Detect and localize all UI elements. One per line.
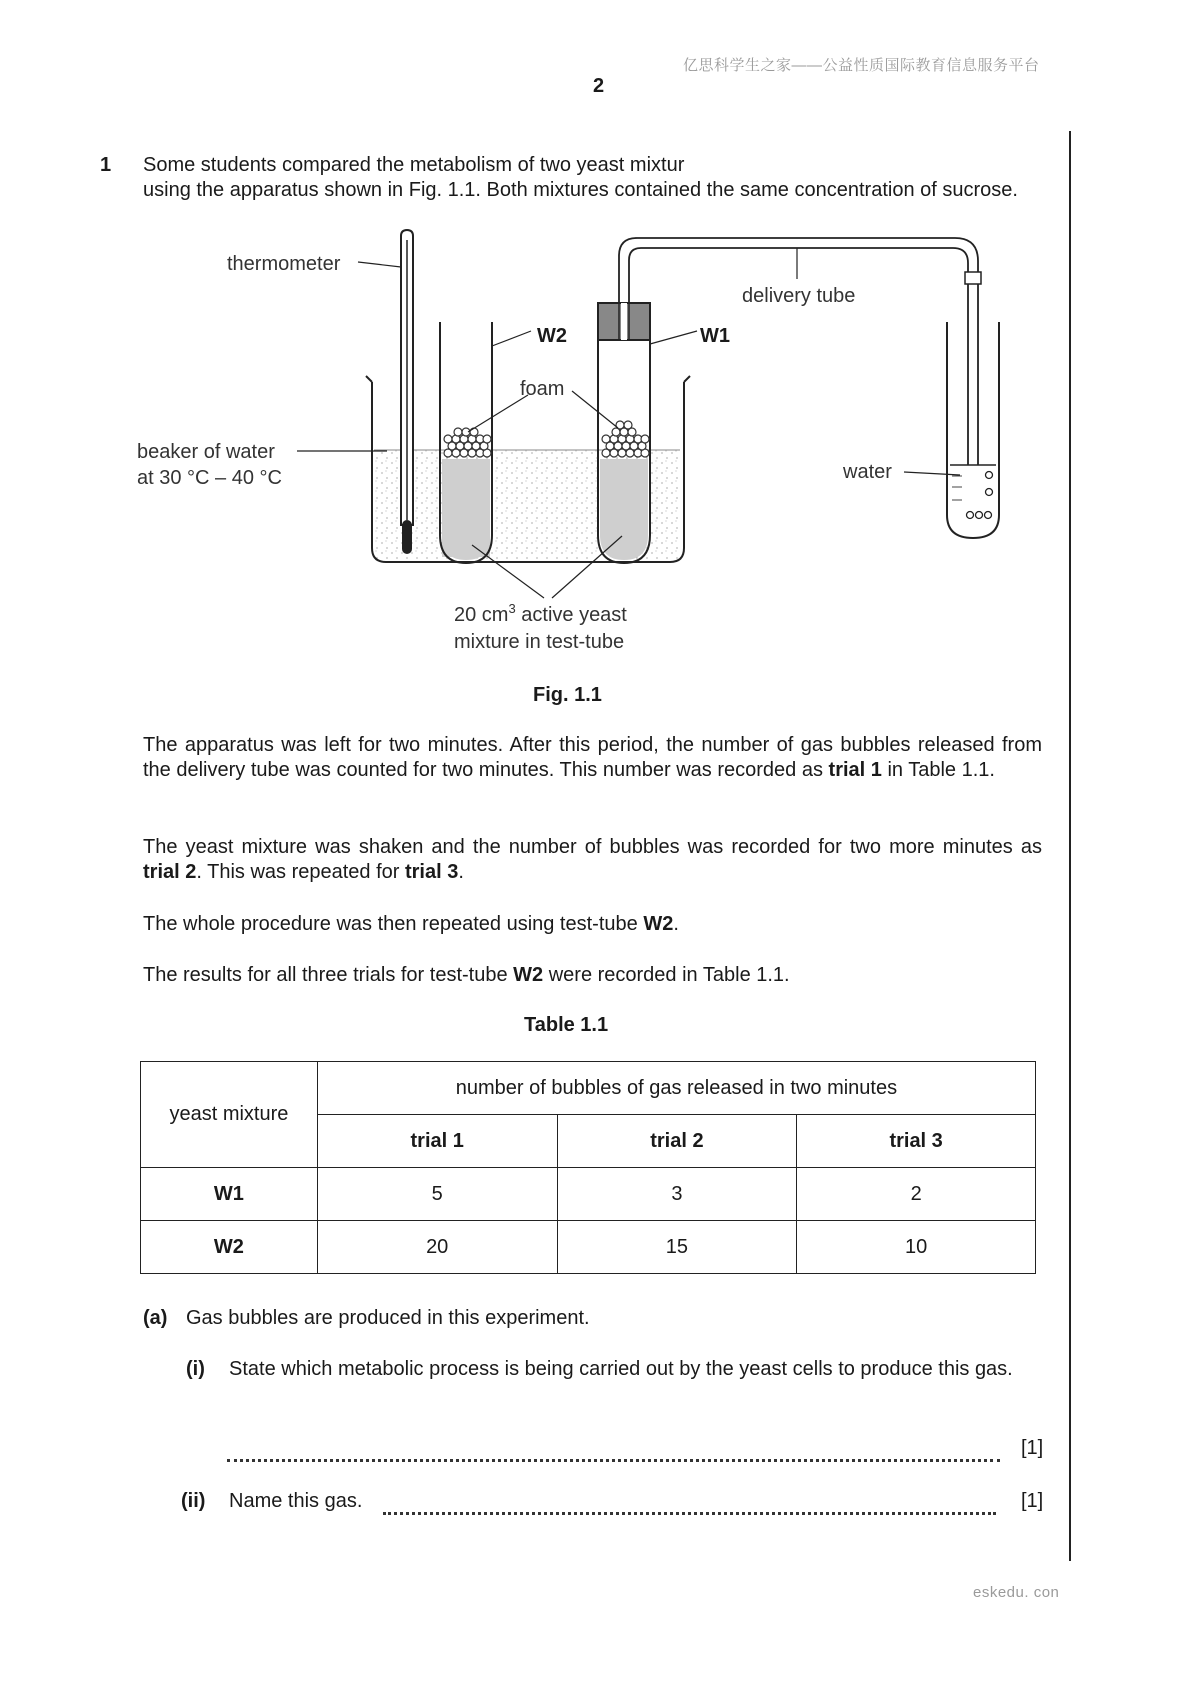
figure-caption: Fig. 1.1 — [533, 684, 602, 706]
answer-line-a-i[interactable] — [227, 1459, 1000, 1462]
paragraph-4-text: The results for all three trials for test-tube — [143, 964, 514, 986]
paragraph-4-end: were recorded in Table 1.1. — [543, 964, 790, 986]
paragraph-2-end: . — [458, 861, 464, 883]
part-a-i-label: (i) — [186, 1358, 205, 1380]
part-a-i-text: State which metabolic process is being carried out by the yeast cells to produce this gas. — [229, 1358, 1013, 1380]
paragraph-4-bold: W2 — [513, 964, 544, 986]
paragraph-1-text: The apparatus was left for two minutes. After this period, the number of gas bubbles released from the delivery tube was counted for two minutes. This number was recorded as — [143, 734, 1042, 781]
label-delivery-tube: delivery tube — [742, 285, 856, 307]
page-number: 2 — [593, 75, 605, 97]
answer-line-a-ii[interactable] — [383, 1512, 996, 1515]
paragraph-2 — [143, 835, 1042, 885]
label-w2: W2 — [537, 325, 567, 347]
column-header-trial-2: trial 2 — [557, 1115, 797, 1168]
row-header-cell: yeast mixture — [141, 1062, 318, 1168]
label-thermometer: thermometer — [227, 253, 341, 275]
paragraph-2-mid: . This was repeated for — [196, 861, 405, 883]
apparatus-diagram — [0, 0, 1190, 720]
paragraph-1-bold: trial 1 — [828, 759, 882, 781]
footer-watermark: eskedu. con — [973, 1584, 1060, 1601]
paragraph-1-end: in Table 1.1. — [881, 759, 995, 781]
label-water: water — [843, 461, 892, 483]
table-cell: 15 — [557, 1221, 797, 1274]
foam-w2 — [444, 428, 491, 457]
paragraph-1 — [143, 733, 1042, 783]
row-label-w1: W1 — [141, 1168, 318, 1221]
paragraph-3 — [143, 912, 679, 937]
part-a-label: (a) — [143, 1307, 168, 1329]
paragraph-3-bold: W2 — [643, 913, 674, 935]
table-cell: 20 — [317, 1221, 557, 1274]
label-beaker-line1: beaker of water — [137, 441, 275, 463]
label-yeast-line2: mixture in test-tube — [454, 631, 625, 653]
question-intro-line1: Some students compared the metabolism of two yeast mixtur — [143, 154, 685, 176]
label-w1: W1 — [700, 325, 730, 347]
question-intro-line2: using the apparatus shown in Fig. 1.1. Both mixtures contained the same concentration of sucrose. — [143, 179, 1018, 201]
part-a-ii-marks: [1] — [1021, 1490, 1044, 1512]
table-cell: 2 — [797, 1168, 1036, 1221]
paragraph-2-bold2: trial 3 — [404, 861, 459, 883]
label-foam: foam — [520, 378, 565, 400]
table-cell: 10 — [797, 1221, 1036, 1274]
group-header-cell: number of bubbles of gas released in two minutes — [317, 1062, 1035, 1115]
results-table — [140, 1061, 1036, 1274]
collecting-tube — [947, 322, 999, 538]
paragraph-3-text: The whole procedure was then repeated using test-tube — [143, 913, 644, 935]
table-row — [141, 1168, 1036, 1221]
paragraph-3-end: . — [673, 913, 679, 935]
thermometer — [401, 230, 413, 554]
table-cell: 5 — [317, 1168, 557, 1221]
table-title: Table 1.1 — [524, 1014, 609, 1036]
table-row — [141, 1221, 1036, 1274]
part-a-i-marks: [1] — [1021, 1437, 1044, 1459]
column-header-trial-3: trial 3 — [797, 1115, 1036, 1168]
paragraph-2-bold1: trial 2 — [143, 861, 197, 883]
column-header-trial-1: trial 1 — [317, 1115, 557, 1168]
row-label-w2: W2 — [141, 1221, 318, 1274]
question-number: 1 — [100, 154, 112, 176]
paragraph-2-text: The yeast mixture was shaken and the number of bubbles was recorded for two more minutes as — [143, 836, 1042, 858]
part-a-text: Gas bubbles are produced in this experiment. — [186, 1307, 590, 1329]
header-watermark: 亿思科学生之家——公益性质国际教育信息服务平台 — [683, 57, 1040, 74]
label-beaker-line2: at 30 °C – 40 °C — [137, 467, 282, 489]
part-a-ii-label: (ii) — [181, 1490, 206, 1512]
part-a-ii-text: Name this gas. — [229, 1490, 363, 1512]
foam-w1 — [602, 421, 649, 457]
label-yeast-line1: 20 $cm^3$ active yeast — [454, 601, 627, 626]
table-cell: 3 — [557, 1168, 797, 1221]
paragraph-4 — [143, 963, 790, 988]
